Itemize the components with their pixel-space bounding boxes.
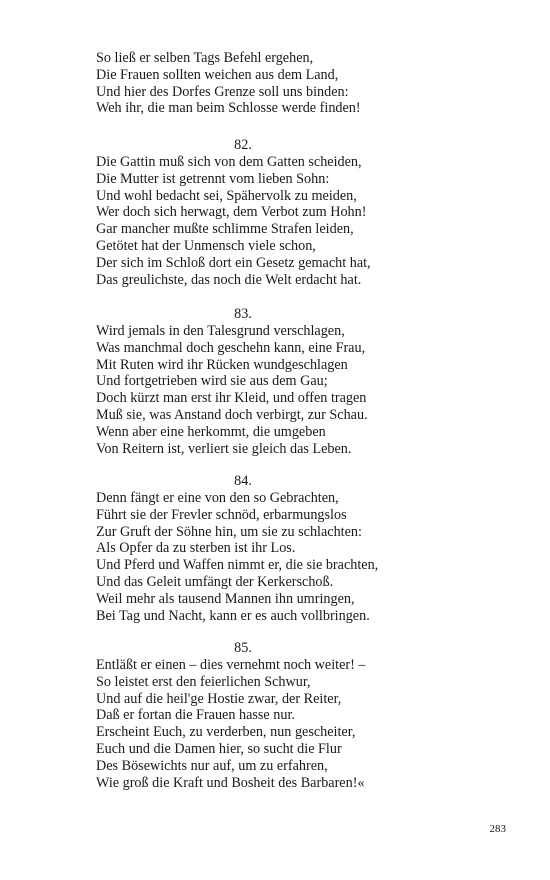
- verse-line: Weh ihr, die man beim Schlosse werde finden!: [96, 100, 361, 117]
- verse-line: Und fortgetrieben wird sie aus dem Gau;: [96, 373, 328, 390]
- stanza: [96, 473, 506, 624]
- verse-line: Und wohl bedacht sei, Spähervolk zu meiden,: [96, 187, 357, 204]
- verse-line: Wie groß die Kraft und Bosheit des Barbaren!«: [96, 774, 365, 791]
- verse-line: Gar mancher mußte schlimme Strafen leiden,: [96, 221, 354, 238]
- stanza-number: 83.: [234, 306, 252, 322]
- stanza: [96, 50, 506, 117]
- verse-line: Zur Gruft der Söhne hin, um sie zu schlachten:: [96, 523, 362, 540]
- page-number: 283: [489, 823, 506, 835]
- verse-line: Was manchmal doch geschehn kann, eine Frau,: [96, 339, 366, 356]
- verse-line: Als Opfer da zu sterben ist ihr Los.: [96, 540, 296, 557]
- verse-line: Die Gattin muß sich von dem Gatten scheiden,: [96, 154, 362, 170]
- verse-line: Entläßt er einen – dies vernehmt noch weiter! –: [96, 657, 366, 673]
- verse-line: Das greulichste, das noch die Welt erdacht hat.: [96, 271, 362, 288]
- stanza: [96, 640, 506, 791]
- verse-line: Von Reitern ist, verliert sie gleich das Leben.: [96, 440, 352, 457]
- verse-line: Und hier des Dorfes Grenze soll uns binden:: [96, 83, 349, 100]
- verse-line: Und auf die heil'ge Hostie zwar, der Reiter,: [96, 690, 342, 707]
- verse-line: Euch und die Damen hier, so sucht die Flur: [96, 740, 342, 757]
- stanza-number: 85.: [234, 640, 252, 656]
- verse-line: Führt sie der Frevler schnöd, erbarmungslos: [96, 506, 347, 523]
- verse-line: Bei Tag und Nacht, kann er es auch vollbringen.: [96, 607, 370, 624]
- verse-line: Wird jemals in den Talesgrund verschlagen,: [96, 323, 345, 339]
- verse-line: Die Frauen sollten weichen aus dem Land,: [96, 66, 339, 83]
- verse-line: Wer doch sich herwagt, dem Verbot zum Hohn!: [96, 204, 367, 221]
- verse-line: Und das Geleit umfängt der Kerkerschoß.: [96, 573, 334, 590]
- verse-line: Die Mutter ist getrennt vom lieben Sohn:: [96, 170, 330, 187]
- verse-line: So leistet erst den feierlichen Schwur,: [96, 673, 311, 690]
- verse-line: Daß er fortan die Frauen hasse nur.: [96, 707, 295, 724]
- verse-line: So ließ er selben Tags Befehl ergehen,: [96, 50, 314, 66]
- stanza-number: 82.: [234, 137, 252, 153]
- verse-line: Des Bösewichts nur auf, um zu erfahren,: [96, 757, 328, 774]
- verse-line: Doch kürzt man erst ihr Kleid, und offen tragen: [96, 390, 367, 407]
- stanza: [96, 137, 506, 288]
- stanza: [96, 306, 506, 457]
- verse-line: Muß sie, was Anstand doch verbirgt, zur Schau.: [96, 406, 368, 423]
- verse-line: Erscheint Euch, zu verderben, nun gescheiter,: [96, 724, 356, 741]
- verse-line: Mit Ruten wird ihr Rücken wundgeschlagen: [96, 356, 348, 373]
- stanza-number: 84.: [234, 473, 252, 489]
- verse-line: Getötet hat der Unmensch viele schon,: [96, 237, 316, 254]
- verse-line: Und Pferd und Waffen nimmt er, die sie brachten,: [96, 557, 379, 574]
- verse-line: Denn fängt er eine von den so Gebrachten,: [96, 490, 339, 506]
- verse-line: Wenn aber eine herkommt, die umgeben: [96, 423, 326, 440]
- verse-line: Weil mehr als tausend Mannen ihn umringen,: [96, 590, 355, 607]
- verse-line: Der sich im Schloß dort ein Gesetz gemacht hat,: [96, 254, 371, 271]
